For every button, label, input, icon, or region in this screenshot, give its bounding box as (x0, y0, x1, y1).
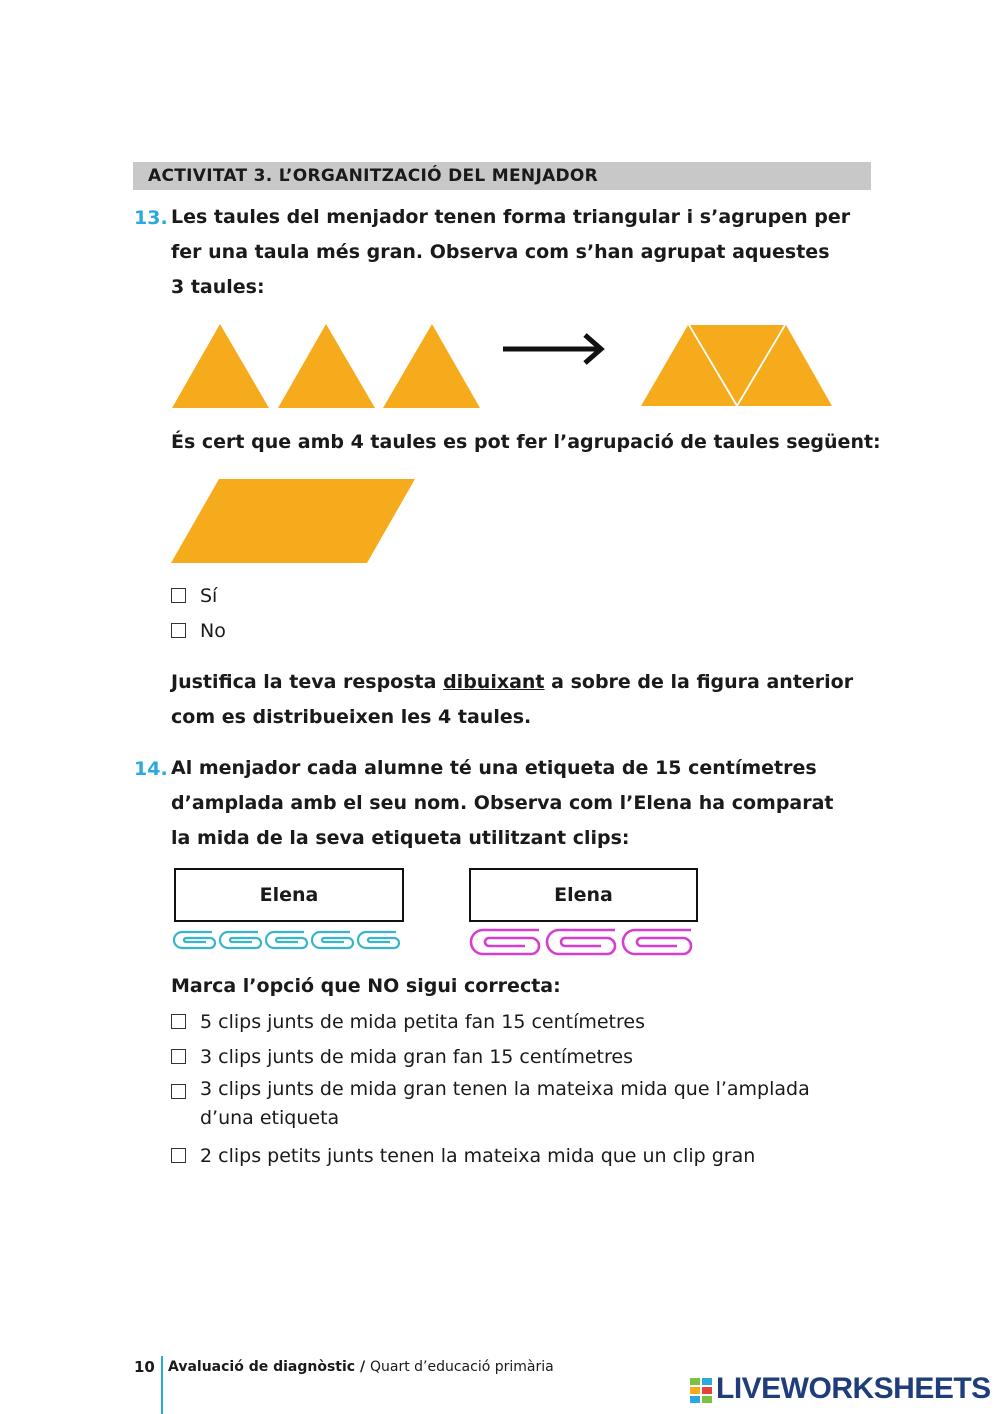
name-label-right: Elena (469, 868, 698, 922)
liveworksheets-logo-icon (690, 1378, 714, 1408)
justify-text-underlined: dibuixant (443, 671, 545, 693)
triangle-table-2 (278, 324, 375, 408)
option-c-label (200, 1075, 810, 1133)
option-d-label: 2 clips petits junts tenen la mateixa mida que un clip gran (200, 1145, 756, 1167)
grouped-trapezoid-table (641, 325, 832, 406)
question-13-number: 13. (134, 207, 168, 229)
parallelogram-table[interactable] (171, 479, 415, 563)
question-14-instruction: Marca l’opció que NO sigui correcta: (171, 975, 561, 997)
justify-text-post: a sobre de la figura anterior (544, 671, 854, 693)
footer-separator: / (355, 1359, 370, 1375)
option-a-checkbox[interactable] (171, 1014, 186, 1029)
footer-subtitle: Quart d’educació primària (369, 1359, 554, 1375)
option-c-line-1: 3 clips junts de mida gran tenen la mateixa mida que l’amplada (200, 1078, 810, 1100)
question-13-line-3: 3 taules: (171, 276, 265, 298)
footer-title (168, 1359, 554, 1375)
question-14-line-1: Al menjador cada alumne té una etiqueta de 15 centímetres (171, 757, 817, 779)
option-b-label: 3 clips junts de mida gran fan 15 centímetres (200, 1046, 633, 1068)
small-clips-row (172, 928, 407, 952)
small-clip-icon (312, 932, 353, 948)
option-si-label: Sí (200, 585, 218, 607)
justify-instruction (171, 665, 853, 735)
option-c-checkbox[interactable] (171, 1084, 186, 1099)
option-a-label: 5 clips junts de mida petita fan 15 centímetres (200, 1011, 645, 1033)
option-d-checkbox[interactable] (171, 1148, 186, 1163)
option-no-label: No (200, 620, 226, 642)
question-13-prompt: És cert que amb 4 taules es pot fer l’agrupació de taules següent: (171, 431, 881, 453)
small-clip-icon (174, 932, 215, 948)
justify-line-2: com es distribueixen les 4 taules. (171, 706, 532, 728)
triangles-figure (160, 315, 860, 415)
question-13-line-1: Les taules del menjador tenen forma triangular i s’agrupen per (171, 206, 851, 228)
parallelogram-figure[interactable] (165, 475, 425, 570)
large-clip-icon (471, 930, 539, 954)
page-number: 10 (134, 1358, 155, 1376)
justify-text-pre: Justifica la teva resposta (171, 671, 444, 693)
large-clips-row (467, 926, 702, 958)
small-clip-icon (358, 932, 399, 948)
liveworksheets-brand[interactable]: LIVEWORKSHEETS (716, 1372, 991, 1405)
large-clip-icon (547, 930, 615, 954)
question-13-text (171, 200, 850, 305)
footer-title-bold: Avaluació de diagnòstic (168, 1359, 356, 1375)
option-c-line-2: d’una etiqueta (200, 1107, 340, 1129)
large-clip-icon (623, 930, 691, 954)
option-no-checkbox[interactable] (171, 623, 186, 638)
small-clip-icon (266, 932, 307, 948)
activity-title: ACTIVITAT 3. L’ORGANITZACIÓ DEL MENJADOR (148, 166, 599, 186)
question-14-text (171, 751, 834, 856)
arrow-right-icon (503, 335, 601, 363)
name-label-left: Elena (174, 868, 404, 922)
triangle-table-3 (383, 324, 480, 408)
question-13-line-2: fer una taula més gran. Observa com s’han agrupat aquestes (171, 241, 830, 263)
footer-divider (161, 1356, 163, 1414)
question-14-line-3: la mida de la seva etiqueta utilitzant clips: (171, 827, 630, 849)
question-14-line-2: d’amplada amb el seu nom. Observa com l’Elena ha comparat (171, 792, 834, 814)
option-b-checkbox[interactable] (171, 1049, 186, 1064)
question-14-number: 14. (134, 758, 168, 780)
triangle-table-1 (172, 324, 269, 408)
small-clip-icon (220, 932, 261, 948)
option-si-checkbox[interactable] (171, 588, 186, 603)
